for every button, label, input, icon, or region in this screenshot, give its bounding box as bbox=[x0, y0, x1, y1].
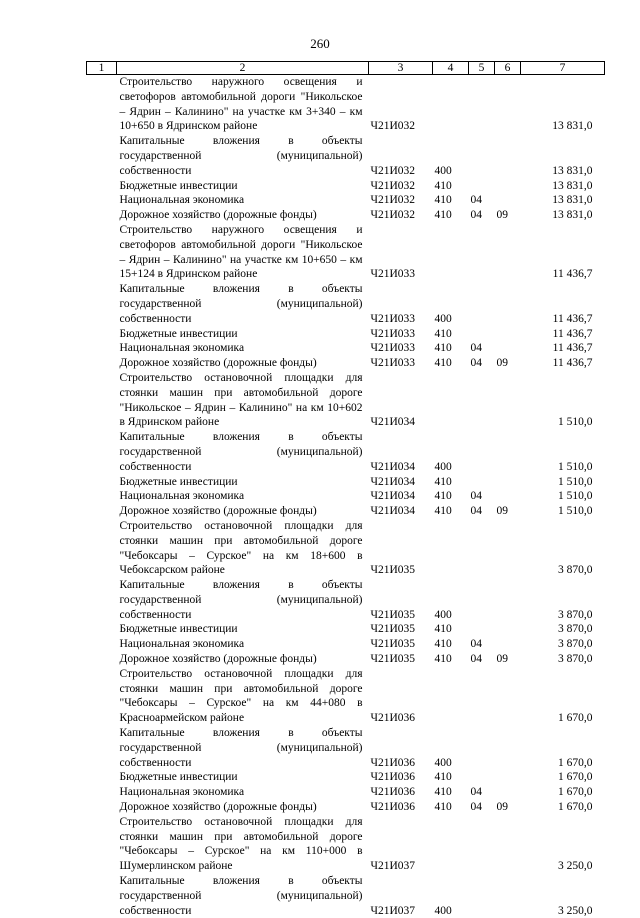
cell-subsection bbox=[495, 341, 521, 356]
cell-expense-type: 410 bbox=[433, 504, 469, 519]
cell-row-number bbox=[87, 652, 117, 667]
cell-amount: 1 510,0 bbox=[521, 489, 605, 504]
column-header-7: 7 bbox=[521, 62, 605, 75]
cell-row-number bbox=[87, 75, 117, 135]
cell-amount: 1 510,0 bbox=[521, 475, 605, 490]
cell-subsection: 09 bbox=[495, 356, 521, 371]
cell-row-number bbox=[87, 327, 117, 342]
cell-name: Строительство остановочной площадки для стоянки машин при автомобильной дороге "Никольское – Ядрин – Калинино" на км 10+602 в Ядринском районе bbox=[117, 371, 369, 430]
cell-amount: 1 510,0 bbox=[521, 504, 605, 519]
cell-subsection bbox=[495, 75, 521, 135]
cell-expense-type: 410 bbox=[433, 179, 469, 194]
cell-row-number bbox=[87, 179, 117, 194]
cell-name: Капитальные вложения в объекты государственной (муниципальной) собственности bbox=[117, 430, 369, 474]
cell-subsection bbox=[495, 430, 521, 474]
cell-name: Дорожное хозяйство (дорожные фонды) bbox=[117, 800, 369, 815]
cell-expense-type: 410 bbox=[433, 652, 469, 667]
cell-row-number bbox=[87, 770, 117, 785]
table-row bbox=[87, 667, 605, 726]
cell-row-number bbox=[87, 208, 117, 223]
cell-amount: 11 436,7 bbox=[521, 356, 605, 371]
cell-amount: 3 870,0 bbox=[521, 622, 605, 637]
column-header-5: 5 bbox=[469, 62, 495, 75]
table-row bbox=[87, 652, 605, 667]
cell-name: Национальная экономика bbox=[117, 193, 369, 208]
cell-row-number bbox=[87, 800, 117, 815]
cell-expense-type: 400 bbox=[433, 282, 469, 326]
cell-section: 04 bbox=[469, 193, 495, 208]
cell-amount: 13 831,0 bbox=[521, 208, 605, 223]
cell-section bbox=[469, 815, 495, 874]
cell-name: Дорожное хозяйство (дорожные фонды) bbox=[117, 504, 369, 519]
cell-amount: 13 831,0 bbox=[521, 193, 605, 208]
cell-target-article: Ч21И037 bbox=[369, 874, 433, 918]
cell-target-article: Ч21И036 bbox=[369, 667, 433, 726]
cell-subsection bbox=[495, 193, 521, 208]
cell-target-article: Ч21И032 bbox=[369, 134, 433, 178]
cell-target-article: Ч21И035 bbox=[369, 652, 433, 667]
cell-amount: 1 510,0 bbox=[521, 430, 605, 474]
cell-section bbox=[469, 134, 495, 178]
table-body bbox=[87, 75, 605, 918]
table-row bbox=[87, 356, 605, 371]
header-row bbox=[87, 62, 605, 75]
cell-amount: 3 870,0 bbox=[521, 578, 605, 622]
cell-expense-type: 400 bbox=[433, 578, 469, 622]
column-header-6: 6 bbox=[495, 62, 521, 75]
cell-expense-type: 410 bbox=[433, 327, 469, 342]
cell-amount: 1 670,0 bbox=[521, 770, 605, 785]
table-row bbox=[87, 637, 605, 652]
page-number: 260 bbox=[0, 36, 640, 52]
cell-subsection bbox=[495, 637, 521, 652]
cell-target-article: Ч21И033 bbox=[369, 223, 433, 282]
column-header-4: 4 bbox=[433, 62, 469, 75]
cell-name: Капитальные вложения в объекты государственной (муниципальной) собственности bbox=[117, 134, 369, 178]
cell-section: 04 bbox=[469, 208, 495, 223]
cell-section: 04 bbox=[469, 504, 495, 519]
cell-subsection bbox=[495, 327, 521, 342]
cell-amount: 1 670,0 bbox=[521, 800, 605, 815]
cell-section: 04 bbox=[469, 800, 495, 815]
cell-subsection bbox=[495, 578, 521, 622]
cell-expense-type bbox=[433, 371, 469, 430]
table-row bbox=[87, 800, 605, 815]
cell-amount: 3 250,0 bbox=[521, 815, 605, 874]
cell-section bbox=[469, 667, 495, 726]
cell-name: Строительство остановочной площадки для стоянки машин при автомобильной дороге "Чебоксары – Сурское" на км 44+080 в Красноармейском районе bbox=[117, 667, 369, 726]
column-header-3: 3 bbox=[369, 62, 433, 75]
cell-row-number bbox=[87, 815, 117, 874]
cell-section bbox=[469, 726, 495, 770]
cell-target-article: Ч21И035 bbox=[369, 519, 433, 578]
cell-target-article: Ч21И035 bbox=[369, 622, 433, 637]
cell-target-article: Ч21И032 bbox=[369, 193, 433, 208]
cell-section bbox=[469, 430, 495, 474]
cell-subsection bbox=[495, 726, 521, 770]
cell-target-article: Ч21И032 bbox=[369, 208, 433, 223]
cell-target-article: Ч21И033 bbox=[369, 282, 433, 326]
cell-name: Капитальные вложения в объекты государственной (муниципальной) собственности bbox=[117, 282, 369, 326]
cell-row-number bbox=[87, 578, 117, 622]
cell-amount: 11 436,7 bbox=[521, 327, 605, 342]
cell-row-number bbox=[87, 874, 117, 918]
cell-name: Бюджетные инвестиции bbox=[117, 622, 369, 637]
cell-amount: 13 831,0 bbox=[521, 134, 605, 178]
cell-row-number bbox=[87, 489, 117, 504]
cell-expense-type: 400 bbox=[433, 430, 469, 474]
cell-name: Дорожное хозяйство (дорожные фонды) bbox=[117, 356, 369, 371]
table-row bbox=[87, 578, 605, 622]
cell-section bbox=[469, 223, 495, 282]
cell-subsection bbox=[495, 770, 521, 785]
cell-amount: 11 436,7 bbox=[521, 282, 605, 326]
table-row bbox=[87, 223, 605, 282]
cell-row-number bbox=[87, 430, 117, 474]
table-row bbox=[87, 770, 605, 785]
cell-name: Бюджетные инвестиции bbox=[117, 770, 369, 785]
cell-amount: 1 670,0 bbox=[521, 667, 605, 726]
cell-section bbox=[469, 770, 495, 785]
cell-target-article: Ч21И035 bbox=[369, 578, 433, 622]
table-row bbox=[87, 208, 605, 223]
cell-target-article: Ч21И033 bbox=[369, 327, 433, 342]
cell-target-article: Ч21И032 bbox=[369, 179, 433, 194]
cell-row-number bbox=[87, 475, 117, 490]
cell-expense-type: 410 bbox=[433, 341, 469, 356]
cell-target-article: Ч21И034 bbox=[369, 430, 433, 474]
cell-amount: 3 870,0 bbox=[521, 652, 605, 667]
cell-subsection bbox=[495, 282, 521, 326]
cell-subsection bbox=[495, 874, 521, 918]
cell-section bbox=[469, 622, 495, 637]
cell-section bbox=[469, 475, 495, 490]
cell-expense-type: 410 bbox=[433, 622, 469, 637]
cell-expense-type bbox=[433, 519, 469, 578]
cell-expense-type bbox=[433, 667, 469, 726]
table-row bbox=[87, 341, 605, 356]
cell-row-number bbox=[87, 341, 117, 356]
cell-section bbox=[469, 371, 495, 430]
cell-expense-type: 410 bbox=[433, 208, 469, 223]
cell-expense-type: 410 bbox=[433, 356, 469, 371]
cell-target-article: Ч21И034 bbox=[369, 371, 433, 430]
cell-target-article: Ч21И033 bbox=[369, 341, 433, 356]
cell-section bbox=[469, 179, 495, 194]
cell-amount: 1 670,0 bbox=[521, 785, 605, 800]
cell-subsection bbox=[495, 519, 521, 578]
cell-subsection: 09 bbox=[495, 504, 521, 519]
cell-target-article: Ч21И036 bbox=[369, 800, 433, 815]
cell-section: 04 bbox=[469, 785, 495, 800]
table-row bbox=[87, 489, 605, 504]
cell-section: 04 bbox=[469, 356, 495, 371]
table-row bbox=[87, 75, 605, 135]
cell-expense-type: 410 bbox=[433, 193, 469, 208]
cell-subsection bbox=[495, 179, 521, 194]
cell-name: Национальная экономика bbox=[117, 489, 369, 504]
table-row bbox=[87, 282, 605, 326]
cell-section: 04 bbox=[469, 341, 495, 356]
cell-target-article: Ч21И036 bbox=[369, 726, 433, 770]
cell-name: Национальная экономика bbox=[117, 785, 369, 800]
table-row bbox=[87, 519, 605, 578]
cell-row-number bbox=[87, 667, 117, 726]
table-row bbox=[87, 726, 605, 770]
cell-expense-type bbox=[433, 223, 469, 282]
cell-row-number bbox=[87, 223, 117, 282]
cell-section bbox=[469, 578, 495, 622]
cell-row-number bbox=[87, 726, 117, 770]
table-row bbox=[87, 874, 605, 918]
cell-expense-type: 410 bbox=[433, 800, 469, 815]
cell-section bbox=[469, 75, 495, 135]
table-row bbox=[87, 327, 605, 342]
cell-expense-type: 400 bbox=[433, 726, 469, 770]
table-row bbox=[87, 371, 605, 430]
cell-expense-type: 400 bbox=[433, 874, 469, 918]
cell-subsection bbox=[495, 371, 521, 430]
column-header-1: 1 bbox=[87, 62, 117, 75]
cell-amount: 1 670,0 bbox=[521, 726, 605, 770]
cell-section bbox=[469, 327, 495, 342]
cell-name: Национальная экономика bbox=[117, 637, 369, 652]
cell-row-number bbox=[87, 371, 117, 430]
cell-section bbox=[469, 874, 495, 918]
cell-section: 04 bbox=[469, 652, 495, 667]
budget-table bbox=[86, 61, 605, 918]
cell-target-article: Ч21И034 bbox=[369, 475, 433, 490]
cell-subsection bbox=[495, 667, 521, 726]
cell-target-article: Ч21И036 bbox=[369, 785, 433, 800]
cell-expense-type: 410 bbox=[433, 785, 469, 800]
cell-expense-type bbox=[433, 815, 469, 874]
table-row bbox=[87, 475, 605, 490]
cell-subsection bbox=[495, 815, 521, 874]
cell-name: Строительство наружного освещения и светофоров автомобильной дороги "Никольское – Ядрин – Калинино" на участке км 10+650 – км 15+124 в Ядринском районе bbox=[117, 223, 369, 282]
cell-section bbox=[469, 282, 495, 326]
cell-name: Бюджетные инвестиции bbox=[117, 327, 369, 342]
table-row bbox=[87, 430, 605, 474]
cell-section: 04 bbox=[469, 637, 495, 652]
table-row bbox=[87, 815, 605, 874]
cell-target-article: Ч21И032 bbox=[369, 75, 433, 135]
cell-row-number bbox=[87, 356, 117, 371]
cell-row-number bbox=[87, 622, 117, 637]
cell-expense-type: 410 bbox=[433, 489, 469, 504]
cell-subsection: 09 bbox=[495, 800, 521, 815]
cell-section bbox=[469, 519, 495, 578]
cell-amount: 13 831,0 bbox=[521, 179, 605, 194]
cell-target-article: Ч21И034 bbox=[369, 489, 433, 504]
cell-section: 04 bbox=[469, 489, 495, 504]
cell-name: Дорожное хозяйство (дорожные фонды) bbox=[117, 652, 369, 667]
cell-row-number bbox=[87, 504, 117, 519]
cell-row-number bbox=[87, 193, 117, 208]
cell-amount: 13 831,0 bbox=[521, 75, 605, 135]
cell-subsection bbox=[495, 223, 521, 282]
cell-row-number bbox=[87, 134, 117, 178]
table-row bbox=[87, 504, 605, 519]
cell-name: Капитальные вложения в объекты государственной (муниципальной) собственности bbox=[117, 874, 369, 918]
cell-target-article: Ч21И035 bbox=[369, 637, 433, 652]
cell-subsection bbox=[495, 134, 521, 178]
cell-name: Бюджетные инвестиции bbox=[117, 179, 369, 194]
cell-name: Строительство наружного освещения и светофоров автомобильной дороги "Никольское – Ядрин – Калинино" на участке км 3+340 – км 10+650 в Ядринском районе bbox=[117, 75, 369, 135]
cell-amount: 11 436,7 bbox=[521, 223, 605, 282]
cell-row-number bbox=[87, 637, 117, 652]
cell-expense-type: 400 bbox=[433, 134, 469, 178]
cell-row-number bbox=[87, 282, 117, 326]
cell-target-article: Ч21И037 bbox=[369, 815, 433, 874]
cell-target-article: Ч21И034 bbox=[369, 504, 433, 519]
table-row bbox=[87, 134, 605, 178]
cell-name: Капитальные вложения в объекты государственной (муниципальной) собственности bbox=[117, 726, 369, 770]
cell-subsection bbox=[495, 785, 521, 800]
cell-name: Строительство остановочной площадки для стоянки машин при автомобильной дороге "Чебоксары – Сурское" на км 18+600 в Чебоксарском районе bbox=[117, 519, 369, 578]
cell-name: Дорожное хозяйство (дорожные фонды) bbox=[117, 208, 369, 223]
cell-amount: 1 510,0 bbox=[521, 371, 605, 430]
cell-expense-type bbox=[433, 75, 469, 135]
table-row bbox=[87, 622, 605, 637]
cell-amount: 11 436,7 bbox=[521, 341, 605, 356]
cell-expense-type: 410 bbox=[433, 475, 469, 490]
cell-amount: 3 870,0 bbox=[521, 519, 605, 578]
cell-amount: 3 250,0 bbox=[521, 874, 605, 918]
column-header-2: 2 bbox=[117, 62, 369, 75]
cell-row-number bbox=[87, 519, 117, 578]
cell-name: Строительство остановочной площадки для стоянки машин при автомобильной дороге "Чебоксары – Сурское" на км 110+000 в Шумерлинском районе bbox=[117, 815, 369, 874]
cell-name: Бюджетные инвестиции bbox=[117, 475, 369, 490]
cell-subsection bbox=[495, 489, 521, 504]
cell-name: Национальная экономика bbox=[117, 341, 369, 356]
cell-expense-type: 410 bbox=[433, 637, 469, 652]
cell-row-number bbox=[87, 785, 117, 800]
table-row bbox=[87, 785, 605, 800]
cell-expense-type: 410 bbox=[433, 770, 469, 785]
cell-subsection: 09 bbox=[495, 652, 521, 667]
cell-amount: 3 870,0 bbox=[521, 637, 605, 652]
cell-target-article: Ч21И036 bbox=[369, 770, 433, 785]
table-row bbox=[87, 193, 605, 208]
cell-subsection bbox=[495, 475, 521, 490]
table-row bbox=[87, 179, 605, 194]
cell-name: Капитальные вложения в объекты государственной (муниципальной) собственности bbox=[117, 578, 369, 622]
cell-target-article: Ч21И033 bbox=[369, 356, 433, 371]
cell-subsection: 09 bbox=[495, 208, 521, 223]
cell-subsection bbox=[495, 622, 521, 637]
